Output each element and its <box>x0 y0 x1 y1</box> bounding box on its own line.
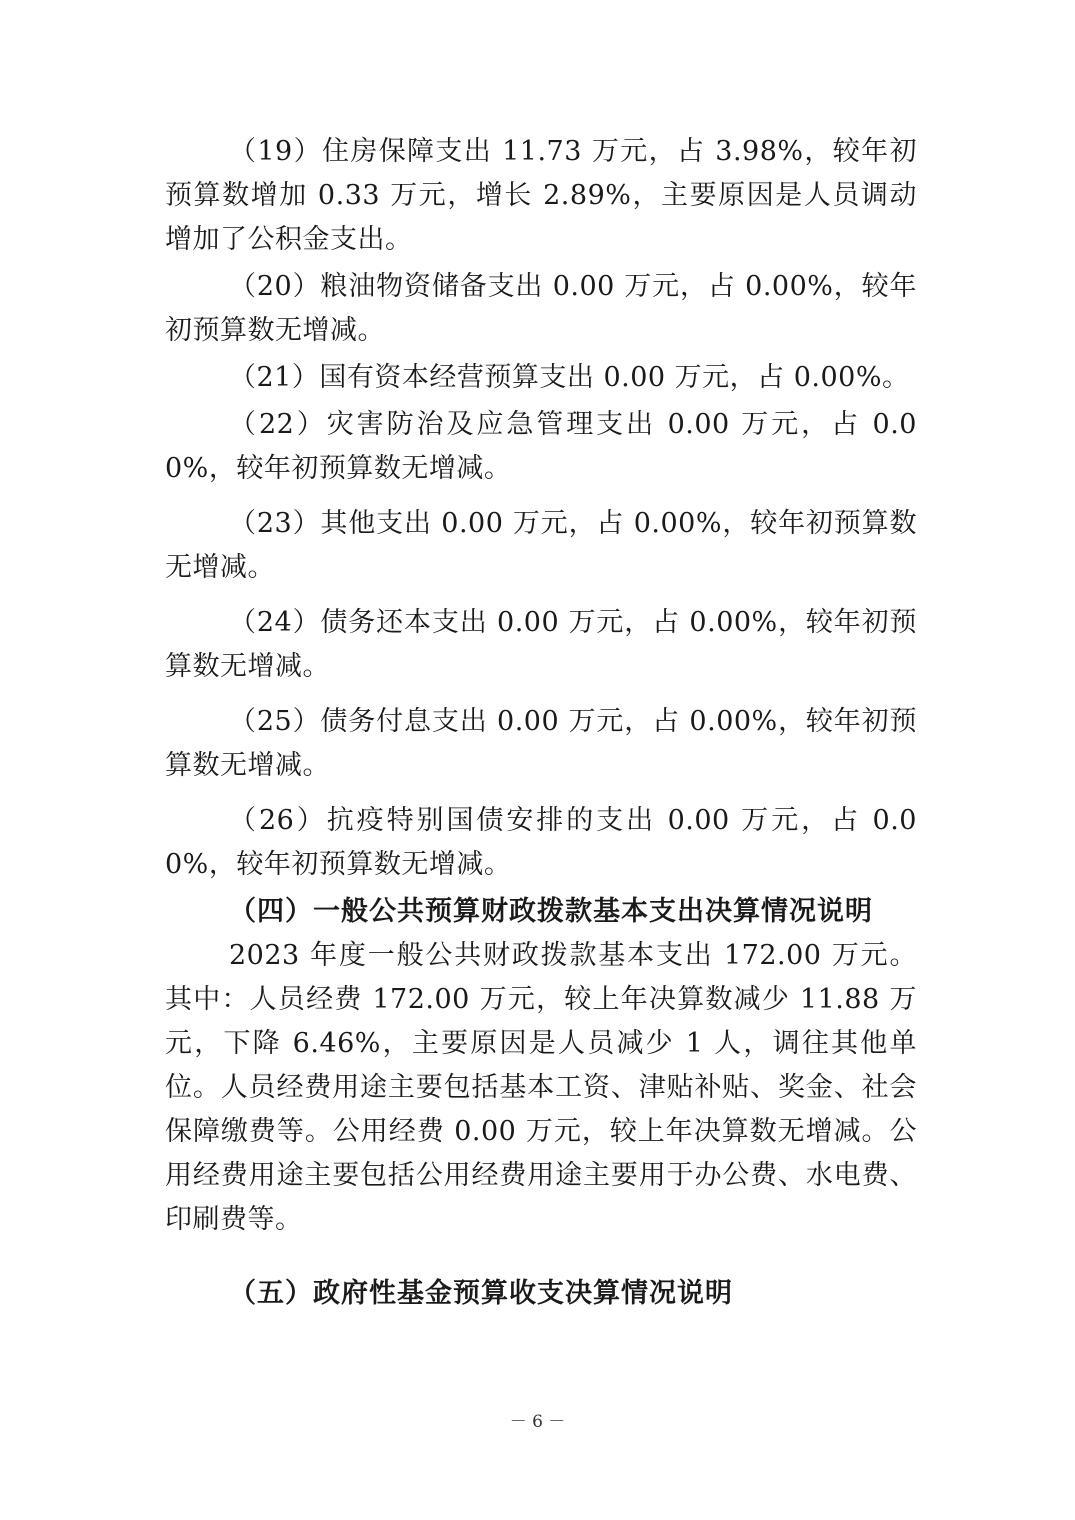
item-26: （26）抗疫特别国债安排的支出 0.00 万元，占 0.00%，较年初预算数无增减。 <box>165 805 917 880</box>
item-20: （20）粮油物资储备支出 0.00 万元，占 0.00%，较年初预算数无增减。 <box>165 271 917 346</box>
document-page <box>165 130 917 1316</box>
item-23: （23）其他支出 0.00 万元，占 0.00%，较年初预算数无增减。 <box>165 508 917 583</box>
item-24: （24）债务还本支出 0.00 万元，占 0.00%，较年初预算数无增减。 <box>165 607 917 682</box>
spacer <box>165 791 917 799</box>
page-number: － 6 － <box>509 1412 566 1432</box>
spacer <box>165 692 917 700</box>
spacer <box>165 1242 917 1272</box>
section-4-heading: （四）一般公共预算财政拨款基本支出决算情况说明 <box>229 896 873 927</box>
item-21: （21）国有资本经营预算支出 0.00 万元，占 0.00%。 <box>229 362 910 393</box>
item-22: （22）灾害防治及应急管理支出 0.00 万元，占 0.00%，较年初预算数无增减。 <box>165 409 917 484</box>
section-5-heading: （五）政府性基金预算收支决算情况说明 <box>229 1278 733 1309</box>
item-19: （19）住房保障支出 11.73 万元，占 3.98%，较年初预算数增加 0.33 万元，增长 2.89%，主要原因是人员调动增加了公积金支出。 <box>165 136 917 255</box>
item-25: （25）债务付息支出 0.00 万元，占 0.00%，较年初预算数无增减。 <box>165 706 917 781</box>
spacer <box>165 593 917 601</box>
spacer <box>165 494 917 502</box>
section-4-body: 2023 年度一般公共财政拨款基本支出 172.00 万元。其中：人员经费 172.00 万元，较上年决算数减少 11.88 万元，下降 6.46%，主要原因是人员减少 1 人，调往其他单位。人员经费用途主要包括基本工资、津贴补贴、奖金、社会保障缴费等。公用经费 0.00 万元，较上年决算数无增减。公用经费用途主要包括公用经费用途主要用于办公费、水电费、印刷费等。 <box>165 940 917 1235</box>
